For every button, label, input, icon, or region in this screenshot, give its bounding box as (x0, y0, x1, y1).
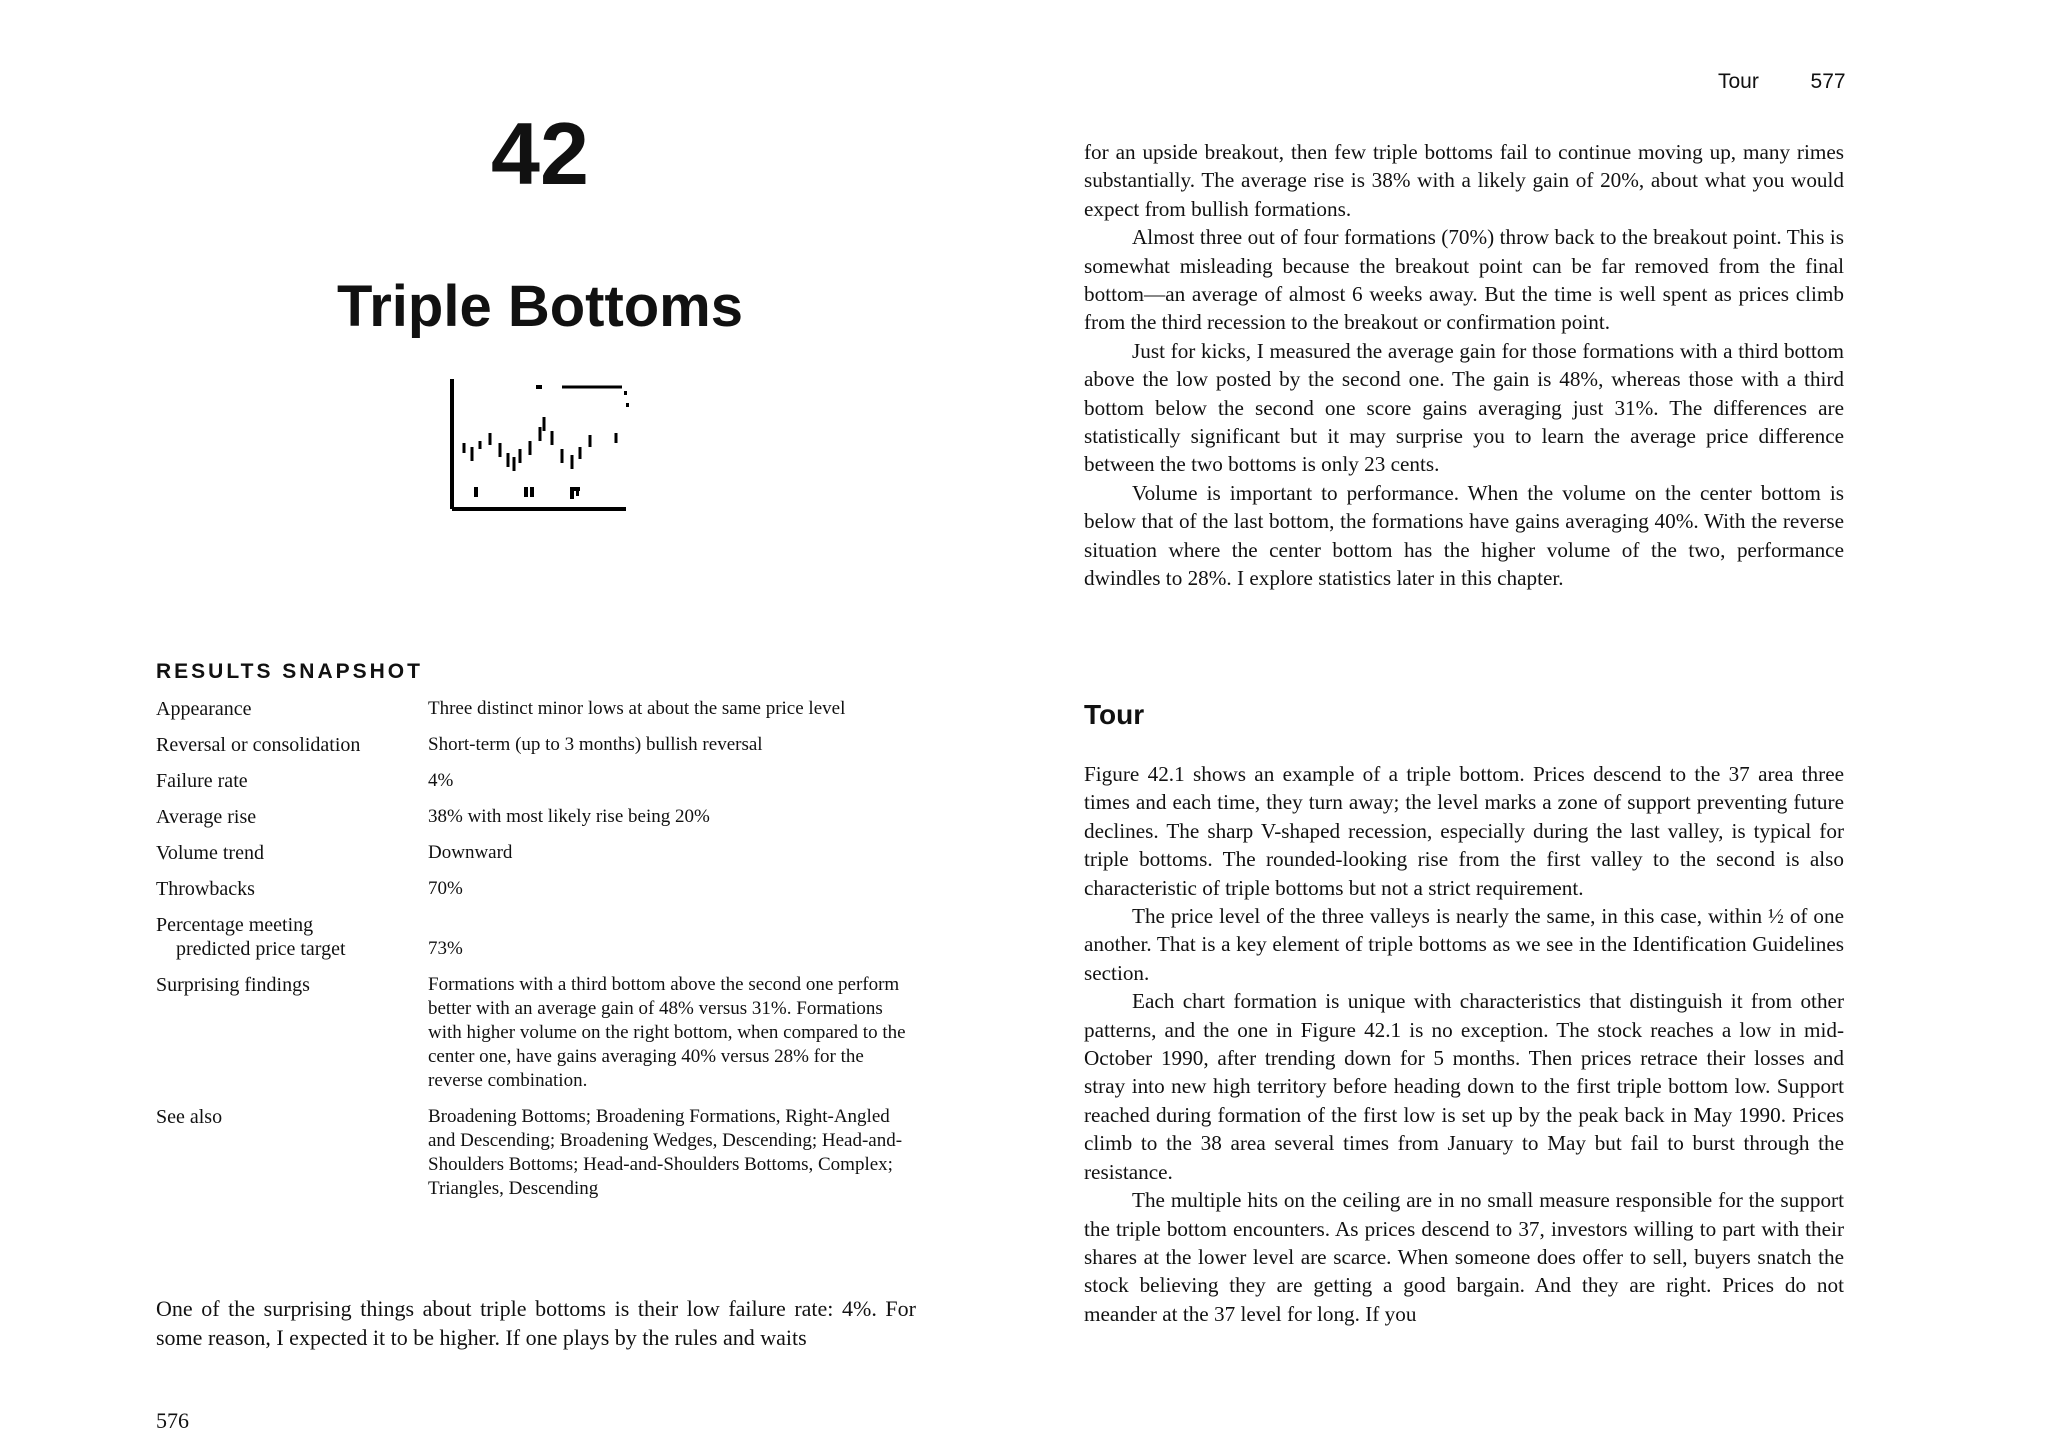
results-snapshot-table (156, 697, 926, 1201)
snapshot-value: Short-term (up to 3 months) bullish reversal (428, 734, 763, 755)
body-paragraph: Figure 42.1 shows an example of a triple bottom. Prices descend to the 37 area three times and each time, they turn away; the level marks a zone of support preventing future declines. The sharp V-shaped recession, especially during the last valley, is typical for triple bottoms. The rounded-looking rise from the first valley to the second is also characteristic of triple bottoms but not a strict requirement. (1084, 762, 1844, 900)
snapshot-value: 38% with most likely rise being 20% (428, 806, 710, 827)
section-heading-tour: Tour (1084, 699, 1145, 730)
page-number-left: 576 (156, 1408, 189, 1433)
running-head (1718, 70, 1846, 94)
snapshot-row-volume-trend (156, 841, 926, 865)
snapshot-row-price-target (156, 913, 926, 961)
body-paragraph: The multiple hits on the ceiling are in no small measure responsible for the support the triple bottom encounters. As prices descend to 37, investors willing to part with their shares at the lower level are scarce. When someone does offer to sell, buyers snatch the stock believing they are getting a good bargain. And they are right. Prices do not meander at the 37 level for long. If you (1084, 1188, 1844, 1326)
snapshot-label-line: predicted price target (176, 938, 346, 960)
snapshot-label: See also (156, 1106, 223, 1128)
body-paragraph: Each chart formation is unique with characteristics that distinguish it from other patterns, and the one in Figure 42.1 is no exception. The stock reaches a low in mid-October 1990, after trending down for 5 months. Then prices retrace their losses and stray into new high territory before heading down to the first triple bottom low. Support reached during formation of the first low is set up by the peak back in May 1990. Prices climb to the 38 area several times from January to May but fail to burst through the resistance. (1084, 989, 1844, 1184)
snapshot-label: Surprising findings (156, 974, 310, 996)
snapshot-label (156, 913, 428, 961)
snapshot-value: Broadening Bottoms; Broadening Formations, Right-Angled and Descending; Broadening Wedges, Descending; Head-and-Shoulders Bottoms; Head-and-Shoulders Bottoms, Complex; Triangles, Descending (428, 1106, 903, 1199)
body-paragraph: for an upside breakout, then few triple bottoms fail to continue moving up, many rimes substantially. The average rise is 38% with a likely gain of 20%, about what you would expect from bullish formations. (1084, 140, 1844, 221)
snapshot-row-appearance (156, 697, 926, 721)
snapshot-value: Formations with a third bottom above the second one perform better with an average gain of 48% versus 31%. Formations with higher volume on the right bottom, when compared to the center one, have gains averaging 40% versus 28% for the reverse combination. (428, 974, 906, 1091)
snapshot-value: 70% (428, 878, 463, 899)
body-paragraph: The price level of the three valleys is nearly the same, in this case, within ½ of one another. That is a key element of triple bottoms as we see in the Identification Guidelines section. (1084, 904, 1844, 985)
snapshot-label: Failure rate (156, 770, 248, 792)
snapshot-label: Appearance (156, 698, 252, 720)
snapshot-row-surprising-findings (156, 973, 926, 1093)
snapshot-row-see-also (156, 1105, 926, 1201)
snapshot-value: 4% (428, 770, 454, 791)
page-number-right: 577 (1810, 70, 1846, 93)
snapshot-label-line: Percentage meeting (156, 914, 314, 936)
results-snapshot-heading: RESULTS SNAPSHOT (156, 660, 423, 683)
chapter-title: Triple Bottoms (336, 274, 744, 339)
snapshot-row-reversal (156, 733, 926, 757)
left-body-text (156, 1294, 916, 1352)
body-paragraph: Just for kicks, I measured the average gain for those formations with a third bottom above the low posted by the second one. The gain is 48%, whereas those with a third bottom below the second one score gains averaging just 31%. The differences are statistically significant but it may surprise you to learn the average price difference between the two bottoms is only 23 cents. (1084, 338, 1844, 477)
snapshot-row-failure-rate (156, 769, 926, 793)
snapshot-value: 73% (428, 938, 463, 959)
body-paragraph: Almost three out of four formations (70%) throw back to the breakout point. This is somewhat misleading because the breakout point can be far removed from the final bottom—an average of almost 6 weeks away. But the time is well spent as prices climb from the third recession to the breakout or confirmation point. (1084, 225, 1844, 335)
body-paragraph: One of the surprising things about triple bottoms is their low failure rate: 4%. For some reason, I expected it to be higher. If one plays by the rules and waits (156, 1296, 916, 1350)
running-head-title: Tour (1718, 70, 1759, 93)
body-paragraph: Volume is important to performance. When the volume on the center bottom is below that of the last bottom, the formations have gains averaging 40%. With the reverse situation where the center bottom has the higher volume of the two, performance dwindles to 28%. I explore statistics later in this chapter. (1084, 480, 1844, 591)
snapshot-row-throwbacks (156, 877, 926, 901)
right-body-text (1084, 138, 1844, 593)
snapshot-value: Three distinct minor lows at about the same price level (428, 698, 846, 719)
snapshot-value: Downward (428, 842, 513, 863)
tour-body-text (1084, 760, 1844, 1328)
triple-bottom-thumbnail (440, 375, 640, 515)
snapshot-label: Volume trend (156, 842, 264, 864)
snapshot-row-average-rise (156, 805, 926, 829)
snapshot-label: Throwbacks (156, 878, 255, 900)
snapshot-label: Average rise (156, 806, 257, 828)
chapter-number: 42 (491, 104, 589, 203)
snapshot-label: Reversal or consolidation (156, 734, 361, 756)
